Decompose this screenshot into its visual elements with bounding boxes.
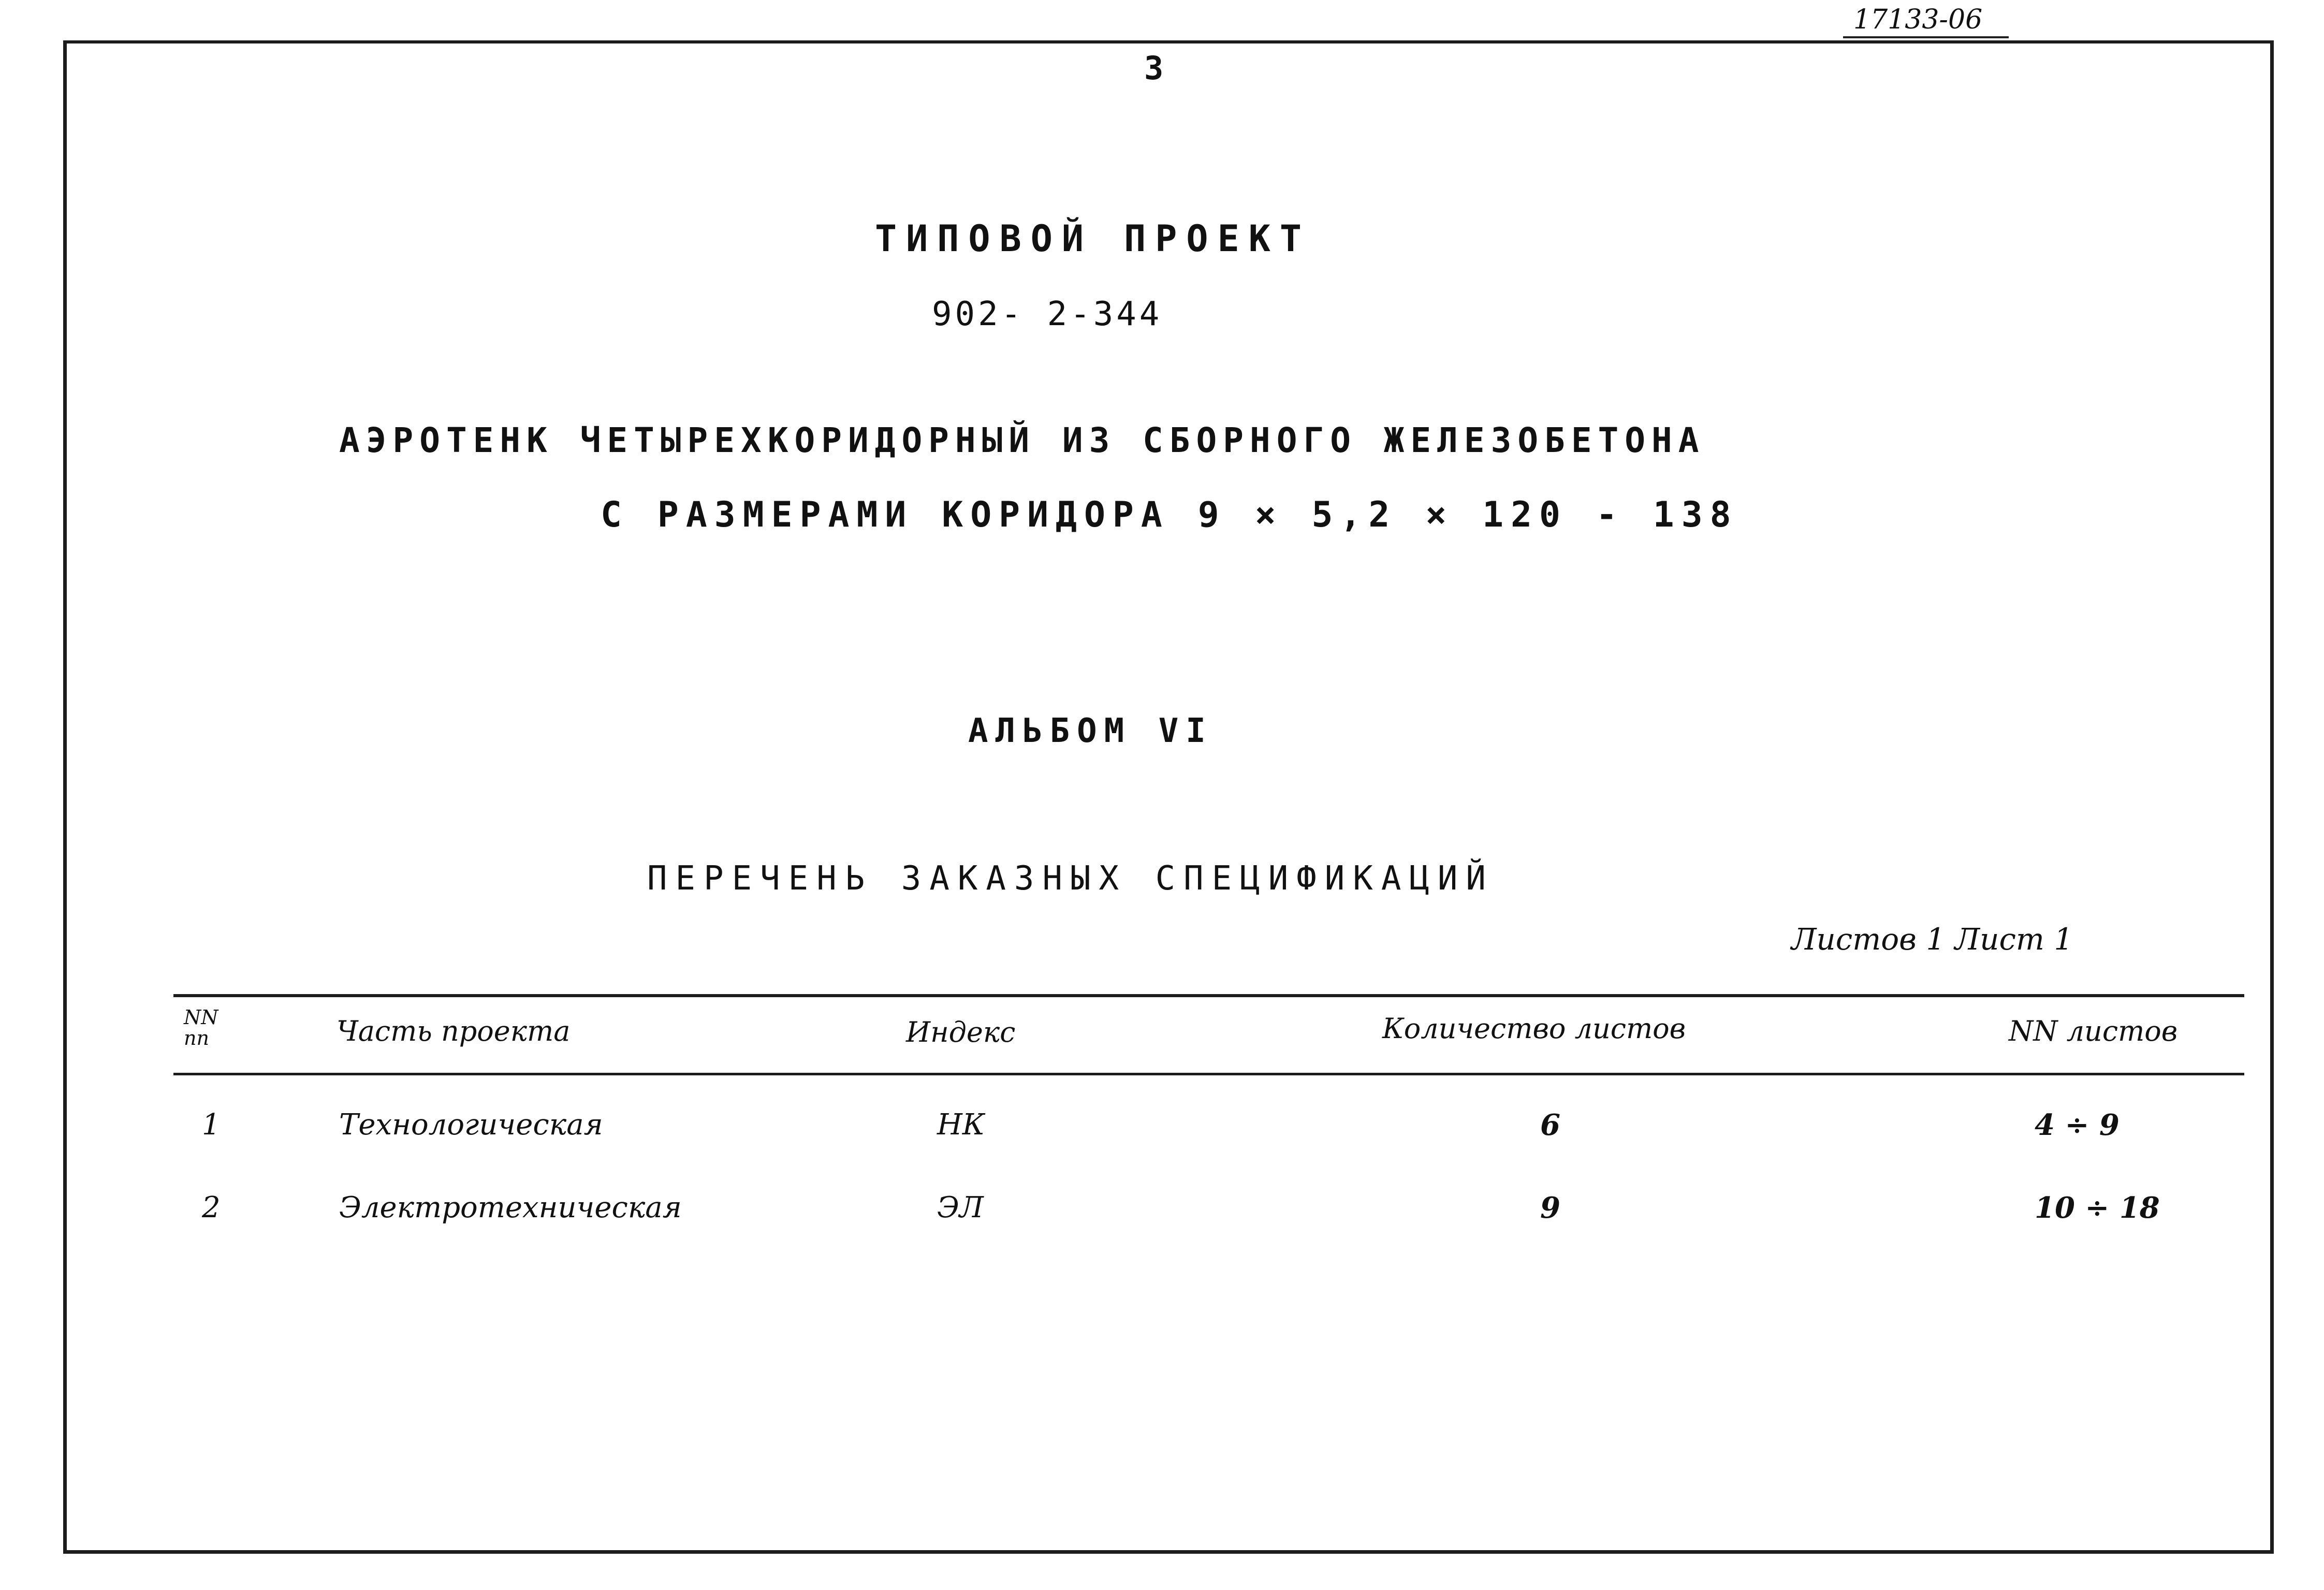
drawing-frame (63, 40, 2274, 1554)
table-row-2-sheet-numbers: 10 ÷ 18 (2035, 1191, 2160, 1225)
project-code: 902- 2-344 (932, 295, 1163, 333)
table-row-2-index: ЭЛ (937, 1191, 984, 1224)
header-sheet-numbers: NN листов (2009, 1015, 2178, 1047)
table-row-1-part: Технологическая (339, 1108, 603, 1142)
table-row-1-nn: 1 (202, 1108, 221, 1142)
header-part: Часть проекта (337, 1015, 571, 1047)
title-aerotank: АЭРОТЕНК ЧЕТЫРЕХКОРИДОРНЫЙ ИЗ СБОРНОГО ЖЕЛЕЗОБЕТОНА (339, 420, 1705, 460)
table-row-2-nn: 2 (202, 1191, 221, 1224)
title-dimensions: С РАЗМЕРАМИ КОРИДОРА 9 × 5,2 × 120 - 138 (601, 494, 1738, 535)
table-row-1-count: 6 (1540, 1108, 1560, 1142)
table-row-1-sheet-numbers: 4 ÷ 9 (2035, 1108, 2120, 1142)
table-top-rule (173, 994, 2244, 997)
table-row-2-part: Электротехническая (339, 1191, 682, 1224)
archive-number: 17133-06 (1853, 4, 1983, 35)
list-title: ПЕРЕЧЕНЬ ЗАКАЗНЫХ СПЕЦИФИКАЦИЙ (647, 859, 1494, 898)
title-standard-project: ТИПОВОЙ ПРОЕКТ (875, 217, 1311, 260)
sheet-info: Листов 1 Лист 1 (1791, 922, 2073, 957)
table-row-2-count: 9 (1540, 1191, 1560, 1225)
archive-underline (1843, 36, 2009, 38)
header-index: Индекс (906, 1016, 1016, 1048)
album-label: АЛЬБОМ VI (968, 712, 1213, 750)
header-count: Количество листов (1382, 1012, 1686, 1045)
table-header-rule (173, 1073, 2244, 1075)
table-row-1-index: НК (937, 1108, 985, 1142)
header-nn: NN пп (184, 1006, 218, 1049)
page-number: 3 (1144, 49, 1164, 87)
